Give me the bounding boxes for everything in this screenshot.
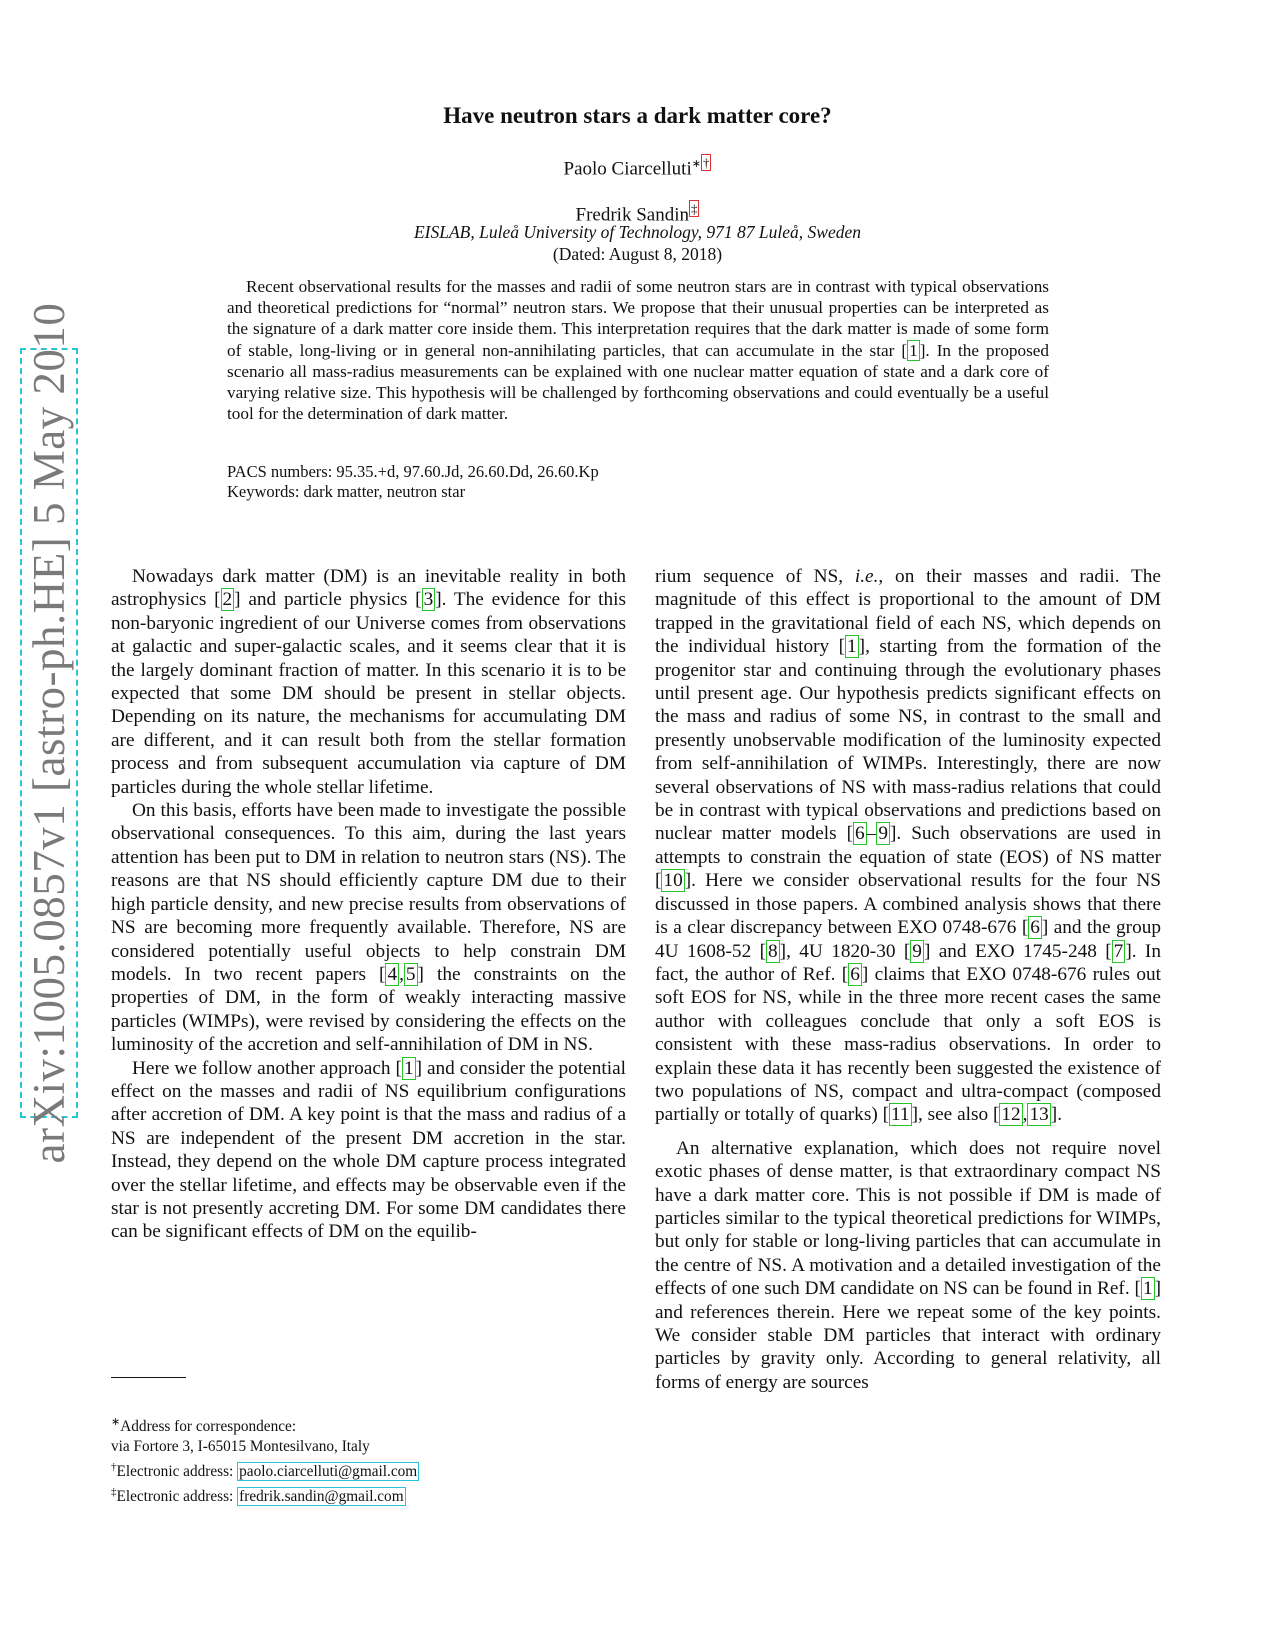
citation-link[interactable]: 9 xyxy=(878,823,888,845)
footnote-3: ‡Electronic address: fredrik.sandin@gmail.com xyxy=(111,1486,404,1506)
abstract: Recent observational results for the masses and radii of some neutron stars are in contrast with typical observations and theoretical predictions for “normal” neutron stars. We propose that their unusual properties can be interpreted as the signature of a dark matter core inside them. This interpretation requires that the dark matter is made of some form of stable, long-living or in general non-annihilating particles, that can accumulate in the star [ 1 ]. In the proposed scenario all mass-radius measurements can be explained with one nuclear matter equation of state and a dark core of varying relative size. This hypothesis will be challenged by forthcoming observations and could eventually be a useful tool for the determination of dark matter. xyxy=(227,277,1050,424)
citation-link[interactable]: 1 xyxy=(1142,1278,1153,1300)
citation-link[interactable]: 8 xyxy=(768,940,778,962)
citation-link[interactable]: 1 xyxy=(847,636,857,658)
pacs-numbers: PACS numbers: 95.35.+d, 97.60.Jd, 26.60.Dd, 26.60.Kp xyxy=(227,462,599,481)
footnotes xyxy=(111,1412,419,1507)
citation-link[interactable]: 2 xyxy=(222,589,233,611)
arxiv-identifier-stamp xyxy=(20,302,78,1164)
citation-link[interactable]: 9 xyxy=(912,940,922,962)
abstract-text-1: Recent observational results for the masses and radii of some neutron stars are in contrast with typical observations and theoretical predictions for “normal” neutron stars. We propose that their unusual properties can be interpreted as the signature of a dark matter core inside them. This interpretation requires that the dark matter is made of some form of stable, long-living or in general non-annihilating particles, that can accumulate in the star xyxy=(227,277,1049,360)
citation-link[interactable]: 10 xyxy=(663,870,683,892)
paragraph: Here we follow another approach [ 1 ] and consider the potential effect on the masses and radii of NS equilibrium configurations after accretion of DM. A key point is that the mass and radius of a NS are independent of the present DM accretion in the star. Instead, they depend on the whole DM capture process integrated over the stellar lifetime, and effects may be observable even if the star is not presently accreting DM. For some DM candidates there can be significant effects of DM on the equilib- xyxy=(111,1057,627,1243)
paragraph: On this basis, efforts have been made to investigate the possible observational consequences. To this aim, during the last years attention has been put to DM in relation to neutron stars (NS). The reasons are that NS should efficiently capture DM due to their high particle density, and new precise results from observations of NS are becoming more frequently available. Therefore, NS are considered potentially useful objects to help constrain DM models. In two recent papers [ 4 , 5 ] the constraints on the properties of DM, in the form of weakly interacting massive particles (WIMPs), were revised by considering the effects on the luminosity of the accretion and self-annihilation of DM in NS. xyxy=(111,800,626,1056)
author-1-footnote-link[interactable]: † xyxy=(702,155,710,170)
footnote-1-cont: via Fortore 3, I-65015 Montesilvano, Italy xyxy=(111,1438,370,1456)
keywords: Keywords: dark matter, neutron star xyxy=(227,482,466,501)
paragraph: Nowadays dark matter (DM) is an inevitable reality in both astrophysics [ 2 ] and particle physics [ 3 ]. The evidence for this non-baryonic ingredient of our Universe comes from observations at galactic and super-galactic scales, and it seems clear that it is the largely dominant fraction of matter. In this scenario it is to be expected that some DM should be present in stellar objects. Depending on its nature, the mechanisms for accumulating DM are different, and it can result both from the stellar formation process and from subsequent accumulation via capture of DM particles during the whole stellar lifetime. xyxy=(111,566,626,798)
arxiv-id: arXiv:1005.0857v1 [astro-ph.HE] 5 May 2010 xyxy=(24,302,74,1164)
paragraph: An alternative explanation, which does not require novel exotic phases of dense matter, is that extraordinary compact NS have a dark matter core. This is not possible if DM is made of particles similar to the typical theoretical predictions for WIMPs, but only for stable or long-living particles that can accumulate in the centre of NS. A motivation and a detailed investigation of the effects of one such DM candidate on NS can be found in Ref. [ 1 ] and references therein. Here we repeat some of the key points. We consider stable DM particles that interact with ordinary particles by gravity only. According to general relativity, all forms of energy are sources xyxy=(655,1137,1161,1393)
citation-link[interactable]: 11 xyxy=(890,1104,910,1126)
citation-link[interactable]: 6 xyxy=(850,963,860,985)
citation-link[interactable]: 12 xyxy=(1001,1104,1021,1126)
paper-title: Have neutron stars a dark matter core? xyxy=(443,103,832,128)
citation-link[interactable]: 6 xyxy=(1030,917,1040,939)
citation-link[interactable]: 6 xyxy=(855,823,865,845)
footnote-1: ∗Address for correspondence: xyxy=(111,1416,297,1436)
footnote-2: †Electronic address: paolo.ciarcelluti@gmail.com xyxy=(111,1461,418,1481)
author-2-footnote-link[interactable]: ‡ xyxy=(690,201,698,216)
affiliation: EISLAB, Luleå University of Technology, 971 87 Luleå, Sweden xyxy=(413,222,862,242)
dated-line: (Dated: August 8, 2018) xyxy=(552,244,723,264)
citation-link[interactable]: 7 xyxy=(1113,940,1124,962)
citation-link[interactable]: 5 xyxy=(405,963,416,985)
footnote-rule xyxy=(111,1377,186,1378)
citation-link[interactable]: 3 xyxy=(423,589,434,611)
body-column-left xyxy=(111,565,626,1244)
citation-link[interactable]: 13 xyxy=(1029,1104,1049,1126)
body-column-right xyxy=(655,565,1161,1394)
email-link-sandin[interactable]: fredrik.sandin@gmail.com xyxy=(239,1488,404,1506)
abstract-text-2: . In the proposed scenario all mass-radius measurements can be explained with one nuclear matter equation of state and a dark core of varying relative size. This hypothesis will be challenged by forthcoming observations and could eventually be a useful tool for the determination of dark matter. xyxy=(227,340,1050,424)
citation-link[interactable]: 1 xyxy=(403,1057,414,1079)
citation-link[interactable]: 4 xyxy=(387,963,398,985)
author-1-mark: ∗ xyxy=(691,158,701,170)
paragraph: rium sequence of NS, i.e., on their masses and radii. The magnitude of this effect is proportional to the amount of DM trapped in the gravitational field of each NS, which depends on the individual history [ 1 ], starting from the formation of the progenitor star and continuing through the evolutionary phases until present age. Our hypothesis predicts significant effects on the mass and radius of some NS, in contrast to the small and presently unobservable modification of the luminosity expected from self-annihilation of WIMPs. Interestingly, there are now several observations of NS with mass-radius relations that could be in contrast with typical observations and predictions based on nuclear matter models [ 6 – 9 ]. Such observations are used in attempts to constrain the equation of state (EOS) of NS matter [ 10 ]. Here we consider observational results for the four NS discussed in those papers. A combined analysis shows that there is a clear discrepancy between EXO 0748-676 [ 6 ] and the group 4U 1608-52 [ 8 ], 4U 1820-30 [ 9 ] and EXO 1745-248 [ 7 ]. In fact, the author of Ref. [ 6 ] claims that EXO 0748-676 rules out soft EOS for NS, while in the three more recent cases the same author with colleagues conclude that only a soft EOS is consistent with these mass-radius observations. In order to explain these data it has recently been suggested the existence of two populations of NS, compact and ultra-compact (composed partially or totally of quarks) [ 11 ], see also [ 12 , 13 ]. xyxy=(655,566,1162,1126)
author-1-name: Paolo Ciarcelluti xyxy=(563,158,692,180)
email-link-ciarcelluti[interactable]: paolo.ciarcelluti@gmail.com xyxy=(239,1463,418,1481)
citation-link[interactable]: 1 xyxy=(909,340,918,360)
author-1 xyxy=(0,155,1275,180)
author-2-name: Fredrik Sandin xyxy=(575,204,689,226)
